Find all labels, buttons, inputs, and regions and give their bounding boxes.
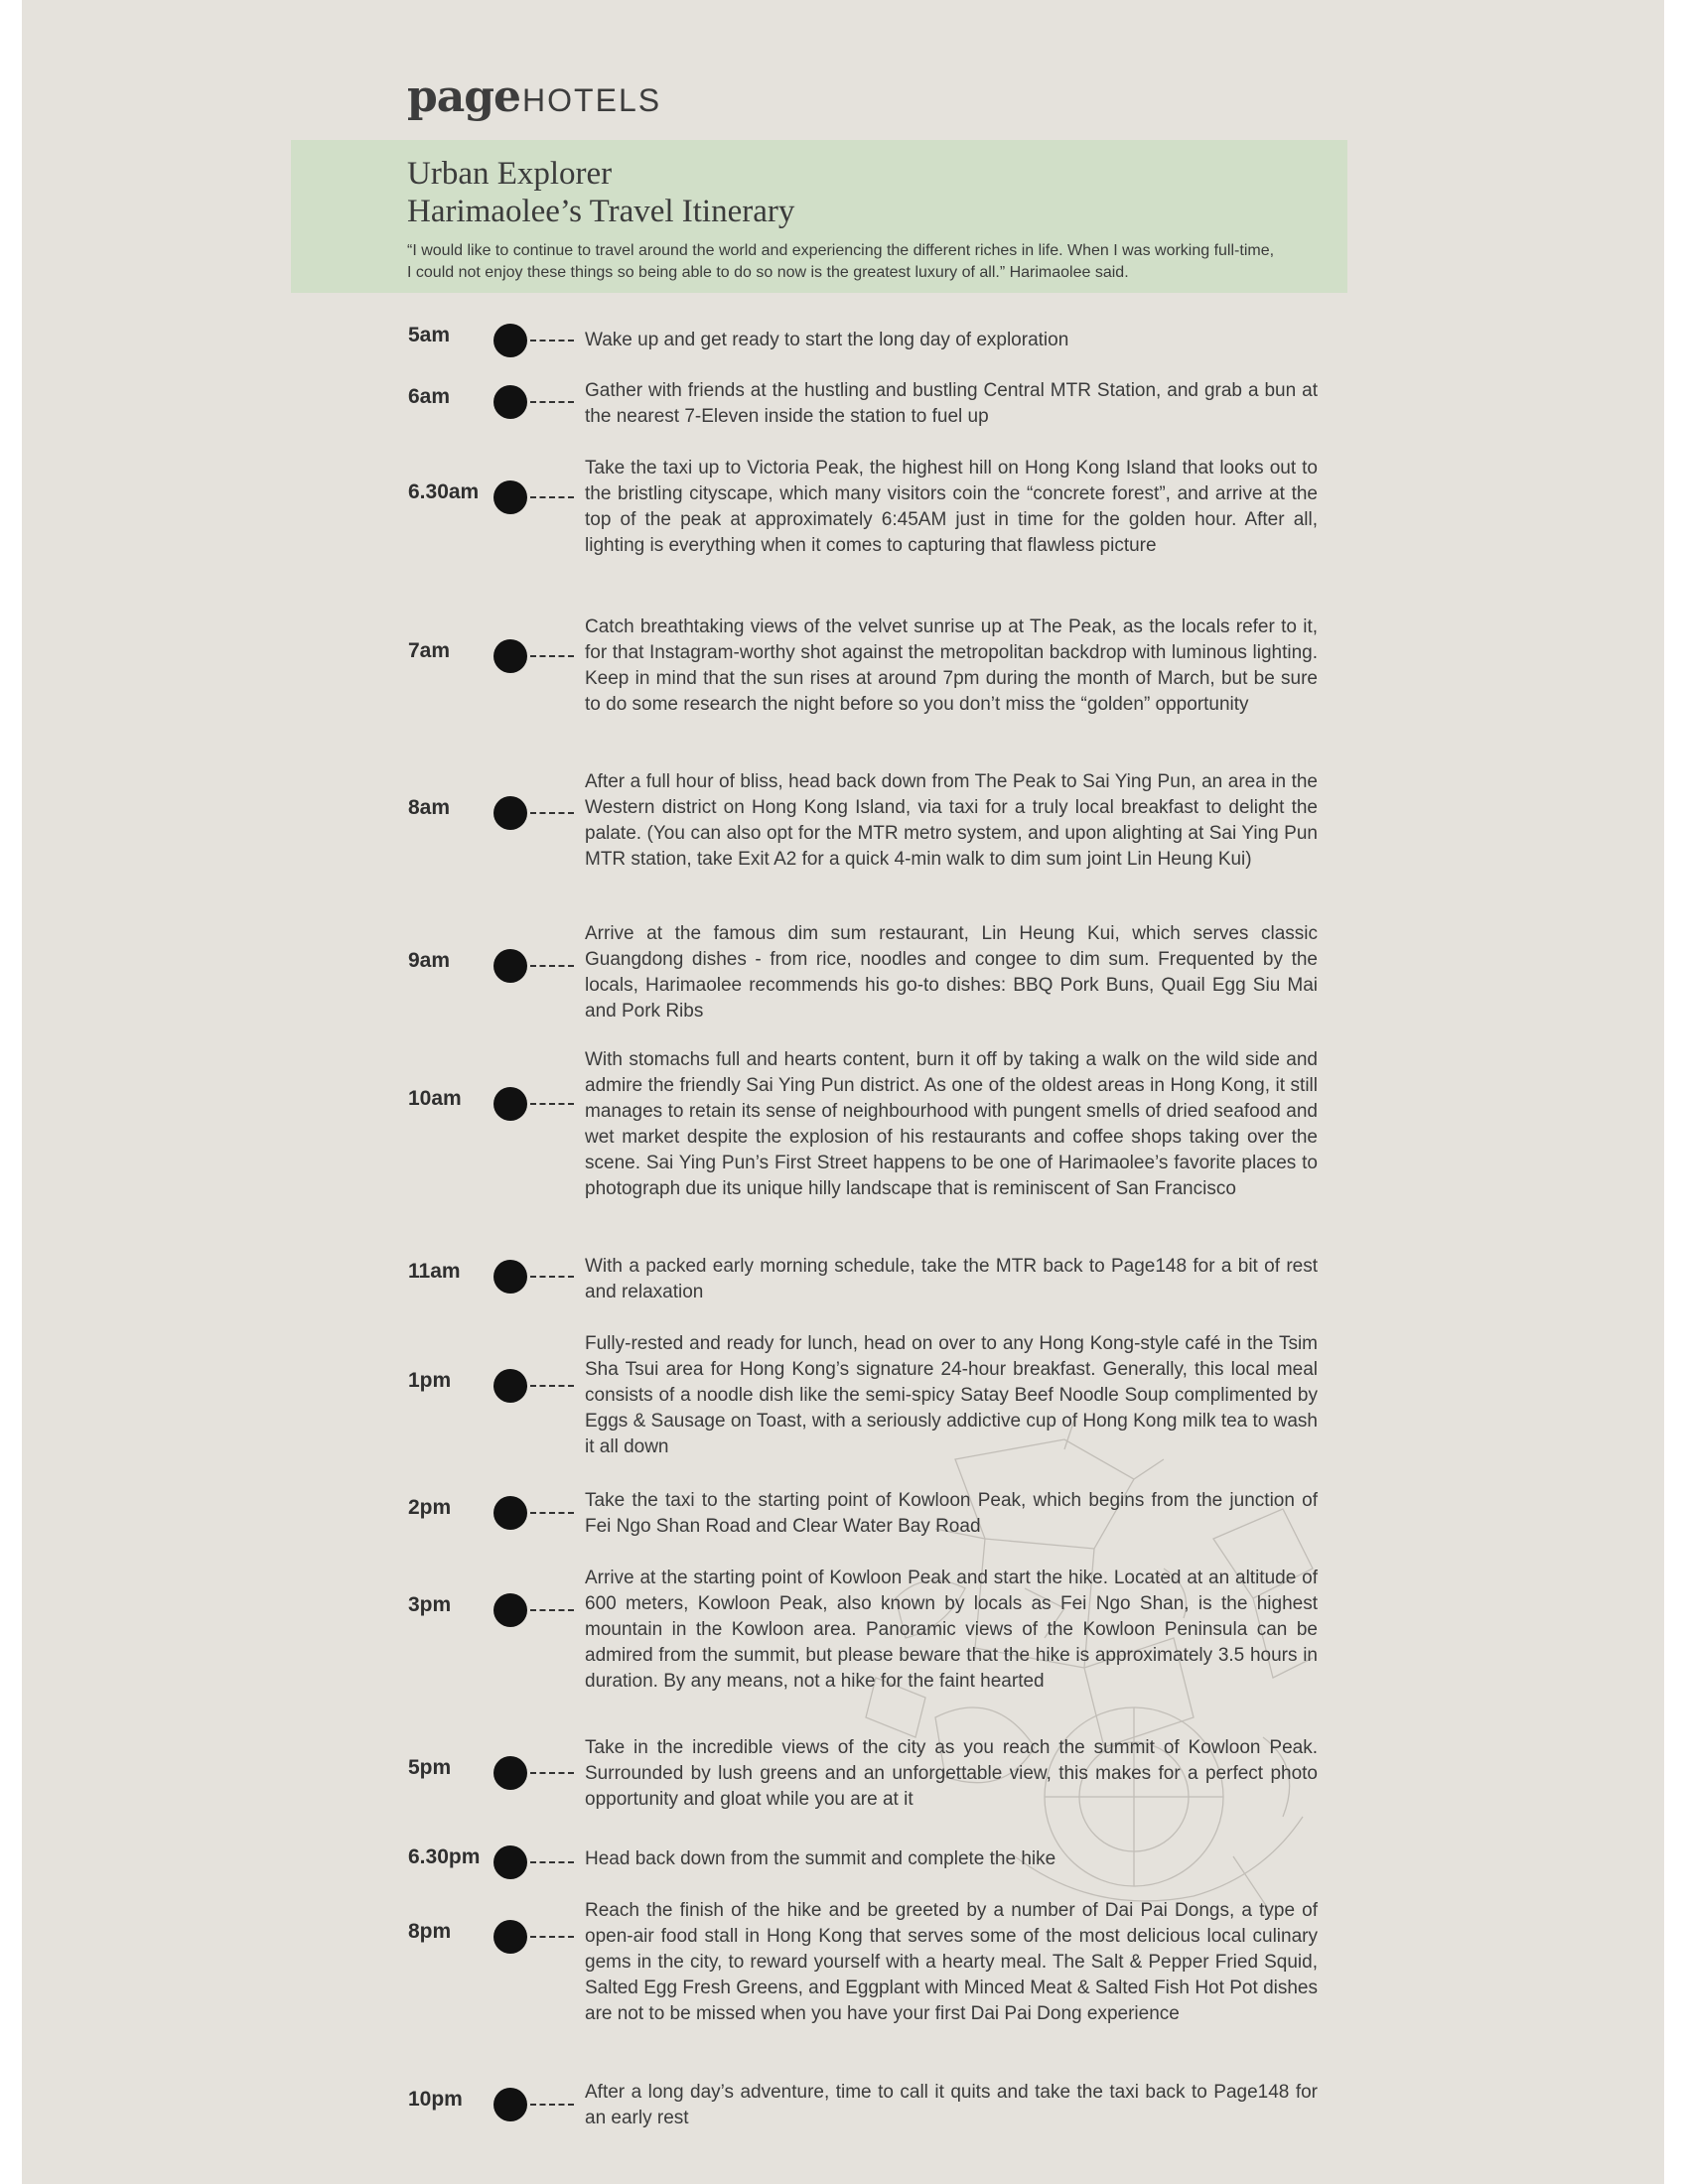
timeline-connector <box>530 812 574 814</box>
entry-time: 5am <box>408 324 451 346</box>
entry-time: 1pm <box>408 1369 452 1392</box>
entry-description: Gather with friends at the hustling and bustling Central MTR Station, and grab a bun at the nearest 7-Eleven inside the station to fuel up <box>585 380 1318 427</box>
entry-time: 7am <box>408 639 451 662</box>
quote-line-2: I could not enjoy these things so being able to do so now is the greatest luxury of all.” Harimaolee said. <box>407 264 1129 281</box>
timeline-connector <box>530 1861 574 1863</box>
entry-description: Reach the finish of the hike and be greeted by a number of Dai Pai Dongs, a type of open-air food stall in Hong Kong that serves some of the most delicious local culinary gems in the city, to reward yourself with a hearty meal. The Salt & Pepper Fried Squid, Salted Egg Fresh Greens, and Eggplant with Minced Meat & Salted Fish Hot Pot dishes are not to be missed when you have your first Dai Pai Dong experience <box>585 1900 1318 2024</box>
entry-description: Take in the incredible views of the city as you reach the summit of Kowloon Peak. Surrounded by lush greens and an unforgettable view, this makes for a perfect photo opportunity and gloat while you are at it <box>585 1737 1318 1810</box>
title-line-1: Urban Explorer <box>407 156 613 192</box>
entry-time: 9am <box>408 949 451 972</box>
timeline-connector <box>530 1103 574 1105</box>
entry-description: Arrive at the famous dim sum restaurant, Lin Heung Kui, which serves classic Guangdong dishes - from rice, noodles and congee to dim sum. Frequented by the locals, Harimaolee recommends his go-to dishes: BBQ Pork Buns, Quail Egg Siu Mai and Pork Ribs <box>585 923 1318 1022</box>
timeline-connector <box>530 965 574 967</box>
timeline-connector <box>530 1609 574 1611</box>
entry-time: 8am <box>408 796 451 819</box>
timeline-dot <box>493 2088 527 2121</box>
timeline-dot <box>493 1260 527 1294</box>
entry-description: Catch breathtaking views of the velvet sunrise up at The Peak, as the locals refer to it, for that Instagram-worthy shot against the metropolitan backdrop with luminous lighting. Keep in mind that the sun rises at around 7pm during the month of March, but be sure to do some research the night before so you don’t miss the “golden” opportunity <box>585 616 1318 715</box>
entry-time: 6.30pm <box>408 1845 481 1868</box>
itinerary-timeline <box>22 0 1664 2184</box>
timeline-dot <box>493 1369 527 1403</box>
entry-description: Wake up and get ready to start the long day of exploration <box>585 330 1069 350</box>
timeline-connector <box>530 401 574 403</box>
entry-description: Take the taxi to the starting point of Kowloon Peak, which begins from the junction of Fei Ngo Shan Road and Clear Water Bay Road <box>585 1490 1318 1537</box>
timeline-connector <box>530 340 574 341</box>
timeline-connector <box>530 1512 574 1514</box>
timeline-dot <box>493 1920 527 1954</box>
timeline-connector <box>530 655 574 657</box>
timeline-connector <box>530 496 574 498</box>
entry-time: 3pm <box>408 1593 452 1616</box>
timeline-dot <box>493 385 527 419</box>
entry-description: Arrive at the starting point of Kowloon Peak and start the hike. Located at an altitude of 600 meters, Kowloon Peak, also known by locals as Fei Ngo Shan, is the highest mountain in the Kowloon area. Panoramic views of the Kowloon Peninsula can be admired from the summit, but please beware that the hike is approximately 3.5 hours in duration. By any means, not a hike for the faint hearted <box>585 1568 1318 1692</box>
logo-secondary: HOTELS <box>522 82 662 118</box>
entry-time: 6.30am <box>408 480 480 503</box>
logo-primary: page <box>407 71 521 122</box>
timeline-connector <box>530 1276 574 1278</box>
entry-description: Fully-rested and ready for lunch, head on over to any Hong Kong-style café in the Tsim Sha Tsui area for Hong Kong’s signature 24-hour breakfast. Generally, this local meal consists of a noodle dish like the semi-spicy Satay Beef Noodle Soup complimented by Eggs & Sausage on Toast, with a seriously addictive cup of Hong Kong milk tea to wash it all down <box>585 1333 1318 1457</box>
entry-description: Head back down from the summit and complete the hike <box>585 1848 1056 1869</box>
entry-time: 8pm <box>408 1920 452 1943</box>
timeline-dot <box>493 796 527 830</box>
entry-description: After a long day’s adventure, time to call it quits and take the taxi back to Page148 for an early rest <box>585 2082 1318 2128</box>
timeline-dot <box>493 949 527 983</box>
entry-time: 10pm <box>408 2088 463 2111</box>
timeline-connector <box>530 1385 574 1387</box>
timeline-dot <box>493 1496 527 1530</box>
timeline-dot <box>493 480 527 514</box>
entry-description: With stomachs full and hearts content, burn it off by taking a walk on the wild side and admire the friendly Sai Ying Pun district. As one of the oldest areas in Hong Kong, it still manages to retain its sense of neighbourhood with pungent smells of dried seafood and wet market despite the explosion of his restaurants and coffee shops taking over the scene. Sai Ying Pun’s First Street happens to be one of Harimaolee’s favorite places to photograph due its unique hilly landscape that is reminiscent of San Francisco <box>585 1049 1318 1199</box>
timeline-dot <box>493 324 527 357</box>
entry-description: Take the taxi up to Victoria Peak, the highest hill on Hong Kong Island that looks out to the bristling cityscape, which many visitors coin the “concrete forest”, and arrive at the top of the peak at approximately 6:45AM just in time for the golden hour. After all, lighting is everything when it comes to capturing that flawless picture <box>585 458 1318 556</box>
entry-description: With a packed early morning schedule, take the MTR back to Page148 for a bit of rest and relaxation <box>585 1256 1318 1302</box>
entry-time: 11am <box>408 1260 461 1283</box>
timeline-dot <box>493 1756 527 1790</box>
itinerary-page <box>22 0 1664 2184</box>
entry-time: 10am <box>408 1087 462 1110</box>
entry-time: 5pm <box>408 1756 452 1779</box>
timeline-dot <box>493 1593 527 1627</box>
timeline-dot <box>493 639 527 673</box>
timeline-connector <box>530 1772 574 1774</box>
entry-time: 6am <box>408 385 451 408</box>
timeline-connector <box>530 2104 574 2106</box>
entry-time: 2pm <box>408 1496 452 1519</box>
title-line-2: Harimaolee’s Travel Itinerary <box>407 194 795 229</box>
quote-line-1: “I would like to continue to travel around the world and experiencing the different riches in life. When I was working full-time, <box>407 242 1275 259</box>
entry-description: After a full hour of bliss, head back down from The Peak to Sai Ying Pun, an area in the Western district on Hong Kong Island, via taxi for a truly local breakfast to delight the palate. (You can also opt for the MTR metro system, and upon alighting at Sai Ying Pun MTR station, take Exit A2 for a quick 4-min walk to dim sum joint Lin Heung Kui) <box>585 771 1318 870</box>
timeline-connector <box>530 1936 574 1938</box>
timeline-dot <box>493 1845 527 1879</box>
timeline-dot <box>493 1087 527 1121</box>
